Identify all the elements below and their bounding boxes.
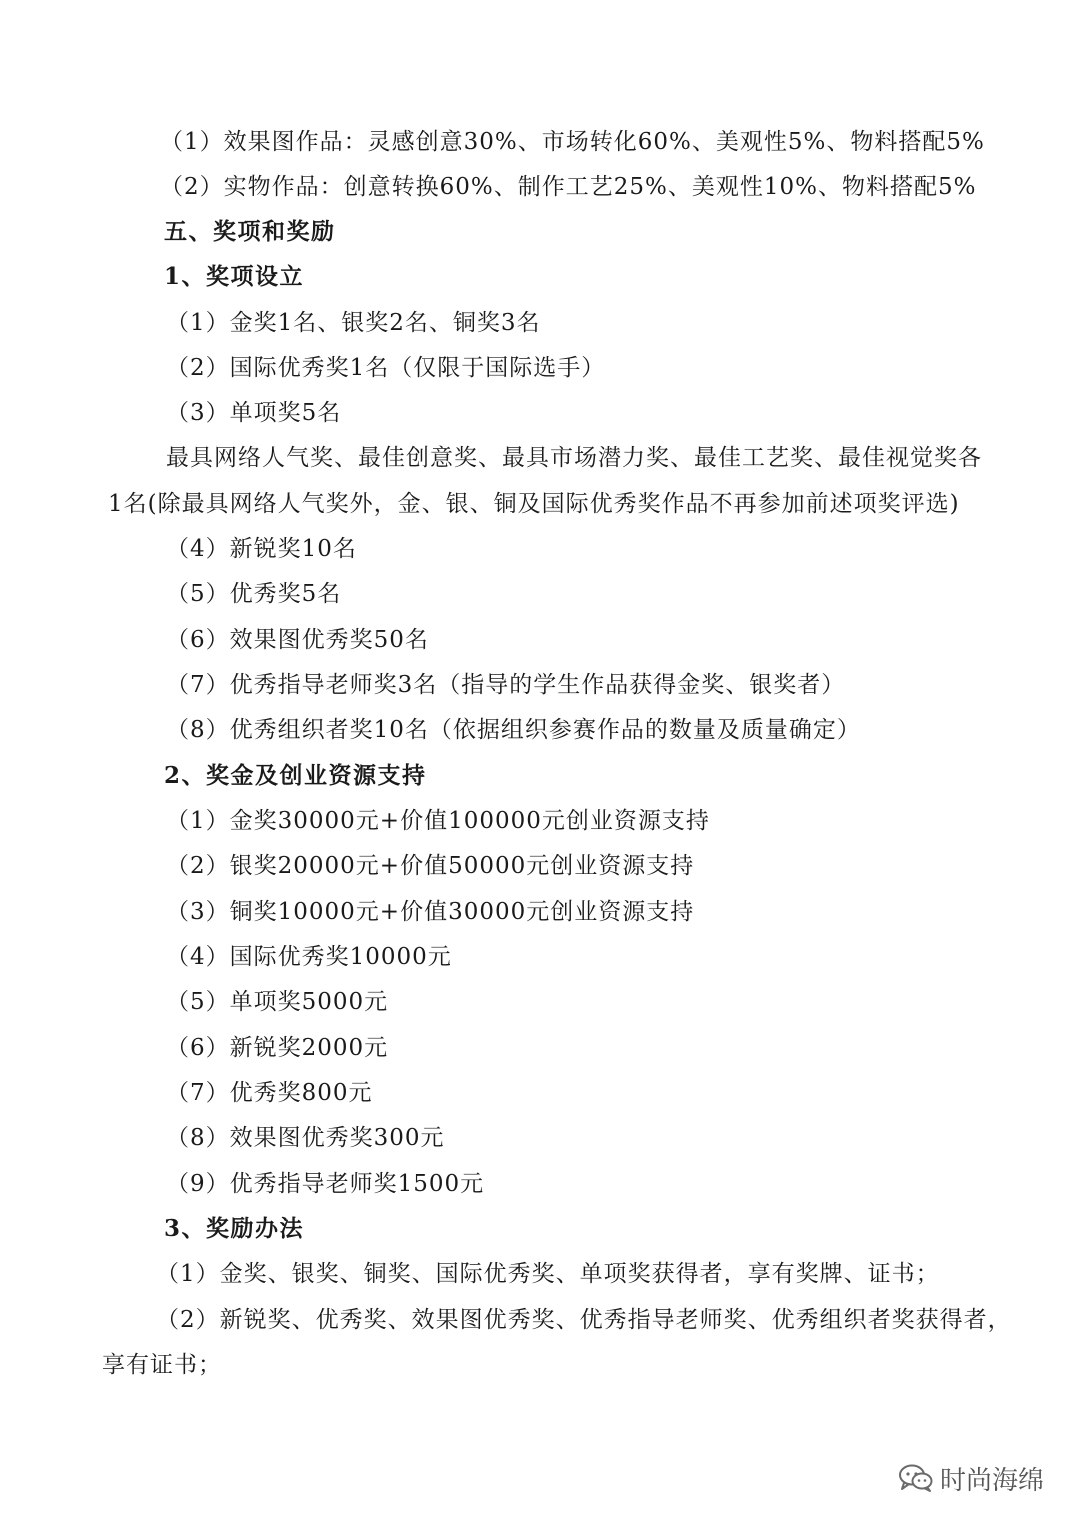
awards-setup-item-4: （4）新锐奖10名 xyxy=(166,536,357,562)
prize-item-4: （4）国际优秀奖10000元 xyxy=(166,944,452,970)
awards-setup-heading: 1、奖项设立 xyxy=(164,263,305,290)
prize-item-3: （3）铜奖10000元+价值30000元创业资源支持 xyxy=(166,899,695,925)
awards-setup-item-2: （2）国际优秀奖1名（仅限于国际选手） xyxy=(166,355,606,381)
reward-method-item-2: （2）新锐奖、优秀奖、效果图优秀奖、优秀指导老师奖、优秀组织者奖获得者， xyxy=(156,1307,1012,1333)
single-award-description: 最具网络人气奖、最佳创意奖、最具市场潜力奖、最佳工艺奖、最佳视觉奖各 xyxy=(166,445,982,471)
prize-item-6: （6）新锐奖2000元 xyxy=(166,1035,389,1061)
prize-money-heading: 2、奖金及创业资源支持 xyxy=(164,762,427,789)
awards-setup-item-1: （1）金奖1名、银奖2名、铜奖3名 xyxy=(166,310,541,336)
single-award-description-cont: 1名(除最具网络人气奖外，金、银、铜及国际优秀奖作品不再参加前述项奖评选) xyxy=(108,491,960,517)
section-title: 五、奖项和奖励 xyxy=(164,218,336,245)
prize-item-7: （7）优秀奖800元 xyxy=(166,1080,373,1106)
awards-setup-item-6: （6）效果图优秀奖50名 xyxy=(166,627,429,653)
prize-item-5: （5）单项奖5000元 xyxy=(166,989,389,1015)
prize-item-1: （1）金奖30000元+价值100000元创业资源支持 xyxy=(166,808,710,834)
prize-item-2: （2）银奖20000元+价值50000元创业资源支持 xyxy=(166,853,695,879)
criteria-item-1: （1）效果图作品：灵感创意30%、市场转化60%、美观性5%、物料搭配5% xyxy=(160,129,985,155)
awards-setup-item-5: （5）优秀奖5名 xyxy=(166,581,342,607)
wechat-icon xyxy=(898,1463,934,1493)
awards-setup-item-7: （7）优秀指导老师奖3名（指导的学生作品获得金奖、银奖者） xyxy=(166,672,846,698)
reward-method-item-2-cont: 享有证书； xyxy=(102,1352,222,1378)
reward-method-heading: 3、奖励办法 xyxy=(164,1215,305,1242)
watermark-text: 时尚海绵 xyxy=(940,1465,1045,1496)
awards-setup-item-3: （3）单项奖5名 xyxy=(166,400,342,426)
awards-setup-item-8: （8）优秀组织者奖10名（依据组织参赛作品的数量及质量确定） xyxy=(166,717,861,743)
prize-item-9: （9）优秀指导老师奖1500元 xyxy=(166,1171,485,1197)
prize-item-8: （8）效果图优秀奖300元 xyxy=(166,1125,445,1151)
watermark xyxy=(898,1458,1044,1498)
criteria-item-2: （2）实物作品：创意转换60%、制作工艺25%、美观性10%、物料搭配5% xyxy=(160,174,977,200)
reward-method-item-1: （1）金奖、银奖、铜奖、国际优秀奖、单项奖获得者，享有奖牌、证书； xyxy=(156,1261,940,1287)
